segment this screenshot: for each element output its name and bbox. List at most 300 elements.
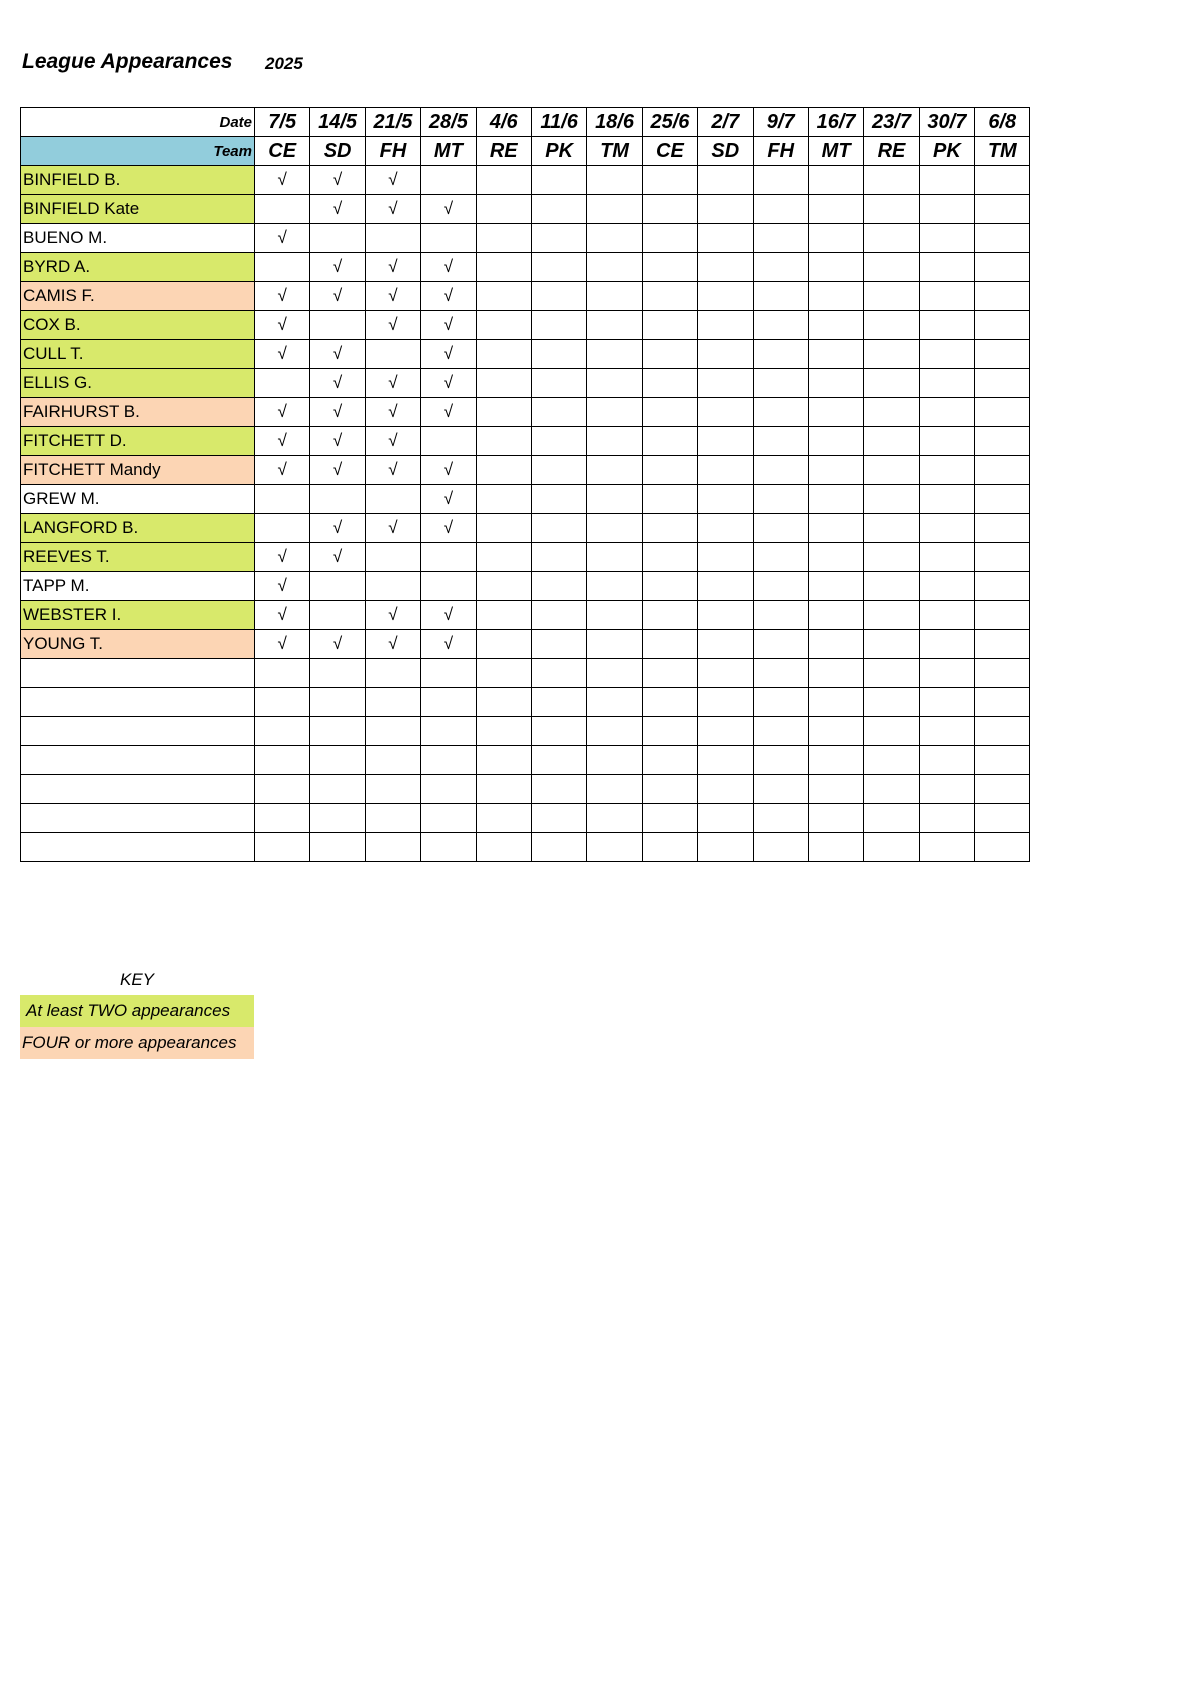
appearance-cell	[587, 340, 642, 369]
appearance-cell	[753, 224, 808, 253]
player-name: CULL T.	[21, 340, 255, 369]
appearance-cell: √	[310, 398, 365, 427]
appearance-cell	[310, 746, 365, 775]
appearance-cell	[864, 630, 919, 659]
appearance-cell	[864, 543, 919, 572]
appearance-cell	[698, 340, 753, 369]
appearance-cell	[531, 630, 586, 659]
appearance-cell	[975, 804, 1030, 833]
appearance-cell	[642, 398, 697, 427]
appearance-cell	[975, 369, 1030, 398]
appearance-cell	[698, 224, 753, 253]
appearance-cell	[476, 253, 531, 282]
appearance-cell	[476, 166, 531, 195]
appearance-cell	[753, 195, 808, 224]
appearance-cell	[642, 166, 697, 195]
appearance-cell	[919, 282, 974, 311]
page-title: League Appearances	[22, 50, 233, 73]
appearance-cell	[421, 775, 476, 804]
appearance-cell	[531, 485, 586, 514]
appearance-cell	[255, 253, 310, 282]
appearance-cell	[587, 514, 642, 543]
appearance-cell	[421, 224, 476, 253]
appearance-cell	[864, 775, 919, 804]
appearance-cell	[698, 311, 753, 340]
appearance-cell	[753, 659, 808, 688]
appearance-cell	[975, 746, 1030, 775]
appearance-cell	[975, 282, 1030, 311]
appearance-cell	[919, 166, 974, 195]
team-header-cell: SD	[310, 137, 365, 166]
table-row	[21, 398, 1030, 427]
appearance-cell	[919, 427, 974, 456]
appearance-cell	[698, 195, 753, 224]
appearance-cell	[365, 224, 420, 253]
appearance-cell	[919, 630, 974, 659]
appearance-cell	[531, 427, 586, 456]
appearance-cell	[919, 514, 974, 543]
team-header-cell: RE	[864, 137, 919, 166]
appearance-cell	[587, 311, 642, 340]
appearance-cell	[753, 456, 808, 485]
team-header-cell: FH	[753, 137, 808, 166]
appearance-cell	[476, 775, 531, 804]
key-two-appearances: At least TWO appearances	[20, 995, 254, 1027]
appearance-cell	[421, 688, 476, 717]
appearance-cell	[531, 833, 586, 862]
appearance-cell: √	[421, 369, 476, 398]
player-name	[21, 746, 255, 775]
appearance-cell	[587, 456, 642, 485]
appearance-cell	[642, 282, 697, 311]
appearance-cell: √	[365, 253, 420, 282]
appearance-cell	[255, 195, 310, 224]
appearance-cell	[476, 195, 531, 224]
appearance-cell	[587, 195, 642, 224]
appearance-cell: √	[421, 630, 476, 659]
appearance-cell	[808, 543, 863, 572]
appearance-cell: √	[365, 166, 420, 195]
appearance-cell: √	[421, 514, 476, 543]
appearance-cell	[808, 572, 863, 601]
appearance-cell	[753, 253, 808, 282]
table-row	[21, 804, 1030, 833]
appearance-cell	[698, 398, 753, 427]
appearance-cell	[531, 253, 586, 282]
appearance-cell	[531, 195, 586, 224]
appearance-cell	[476, 543, 531, 572]
table-row	[21, 746, 1030, 775]
appearance-cell	[753, 746, 808, 775]
appearance-cell	[698, 572, 753, 601]
appearance-cell: √	[365, 630, 420, 659]
appearance-cell	[587, 833, 642, 862]
appearance-cell	[753, 543, 808, 572]
table-row	[21, 688, 1030, 717]
appearance-cell	[310, 311, 365, 340]
appearance-cell	[476, 572, 531, 601]
appearance-cell	[531, 659, 586, 688]
appearance-cell	[642, 775, 697, 804]
appearance-cell	[421, 659, 476, 688]
appearance-cell	[642, 311, 697, 340]
appearance-cell	[642, 717, 697, 746]
appearance-cell	[919, 398, 974, 427]
appearance-cell	[587, 601, 642, 630]
appearance-cell	[753, 833, 808, 862]
appearance-cell	[753, 630, 808, 659]
player-name: BUENO M.	[21, 224, 255, 253]
table-row	[21, 340, 1030, 369]
appearance-cell	[365, 833, 420, 862]
appearance-cell	[587, 369, 642, 398]
appearance-cell	[255, 514, 310, 543]
appearance-cell	[919, 543, 974, 572]
table-row	[21, 224, 1030, 253]
appearance-cell	[421, 746, 476, 775]
appearance-cell	[531, 369, 586, 398]
appearance-cell	[808, 311, 863, 340]
appearance-cell: √	[365, 282, 420, 311]
appearance-cell	[587, 253, 642, 282]
appearance-cell	[698, 456, 753, 485]
appearance-cell	[476, 746, 531, 775]
appearance-cell: √	[255, 166, 310, 195]
team-header-cell: TM	[975, 137, 1030, 166]
appearance-cell	[365, 717, 420, 746]
appearance-cell	[310, 224, 365, 253]
appearance-cell	[365, 340, 420, 369]
appearance-cell: √	[310, 456, 365, 485]
appearance-cell	[919, 485, 974, 514]
appearance-cell	[587, 224, 642, 253]
appearance-cell	[421, 804, 476, 833]
table-row	[21, 514, 1030, 543]
appearance-cell	[476, 456, 531, 485]
appearance-cell	[531, 688, 586, 717]
date-header-cell: 7/5	[255, 108, 310, 137]
appearance-cell	[531, 746, 586, 775]
player-name	[21, 775, 255, 804]
season-year: 2025	[265, 54, 303, 73]
appearance-cell	[753, 514, 808, 543]
appearance-cell	[476, 369, 531, 398]
appearance-cell: √	[255, 311, 310, 340]
appearance-cell: √	[365, 427, 420, 456]
appearance-cell	[476, 717, 531, 746]
table-row	[21, 427, 1030, 456]
appearance-cell: √	[365, 195, 420, 224]
appearance-cell	[864, 456, 919, 485]
appearance-cell	[531, 311, 586, 340]
appearance-cell: √	[421, 398, 476, 427]
appearance-cell	[587, 572, 642, 601]
appearance-cell: √	[365, 456, 420, 485]
appearance-cell	[975, 833, 1030, 862]
appearance-cell	[975, 427, 1030, 456]
appearance-cell: √	[310, 630, 365, 659]
player-name: COX B.	[21, 311, 255, 340]
appearance-cell	[476, 427, 531, 456]
player-name	[21, 804, 255, 833]
appearance-cell	[808, 659, 863, 688]
appearance-cell	[310, 659, 365, 688]
appearance-cell	[698, 717, 753, 746]
appearance-cell	[808, 717, 863, 746]
appearance-cell: √	[310, 195, 365, 224]
team-header-cell: MT	[808, 137, 863, 166]
appearance-cell	[255, 833, 310, 862]
player-name: FITCHETT D.	[21, 427, 255, 456]
appearance-cell: √	[421, 485, 476, 514]
appearance-cell	[587, 746, 642, 775]
appearance-cell	[919, 253, 974, 282]
appearance-cell	[698, 804, 753, 833]
appearance-cell	[310, 717, 365, 746]
appearance-cell	[531, 398, 586, 427]
appearance-cell	[642, 485, 697, 514]
appearance-cell	[864, 340, 919, 369]
table-row	[21, 311, 1030, 340]
appearance-cell: √	[255, 630, 310, 659]
appearance-cell	[808, 253, 863, 282]
appearance-cell	[808, 369, 863, 398]
appearance-cell: √	[421, 601, 476, 630]
player-name: TAPP M.	[21, 572, 255, 601]
appearance-cell	[421, 833, 476, 862]
appearance-cell: √	[255, 601, 310, 630]
appearance-cell	[975, 514, 1030, 543]
appearance-cell	[975, 166, 1030, 195]
date-header-cell: 11/6	[531, 108, 586, 137]
appearance-cell	[975, 485, 1030, 514]
appearance-cell: √	[365, 369, 420, 398]
appearances-table	[20, 107, 1030, 862]
appearance-cell	[975, 630, 1030, 659]
appearance-cell	[864, 804, 919, 833]
appearance-cell	[753, 485, 808, 514]
appearance-cell	[864, 659, 919, 688]
appearance-cell	[753, 427, 808, 456]
appearance-cell	[864, 833, 919, 862]
appearance-cell	[919, 369, 974, 398]
appearance-cell	[864, 398, 919, 427]
appearance-cell	[698, 514, 753, 543]
table-row	[21, 630, 1030, 659]
appearance-cell: √	[255, 456, 310, 485]
appearance-cell	[587, 398, 642, 427]
appearance-cell: √	[421, 195, 476, 224]
appearance-cell: √	[310, 543, 365, 572]
appearance-cell	[753, 311, 808, 340]
appearance-cell	[975, 224, 1030, 253]
appearance-cell: √	[365, 514, 420, 543]
appearance-cell: √	[365, 398, 420, 427]
appearance-cell	[587, 688, 642, 717]
appearance-cell	[808, 195, 863, 224]
appearance-cell	[808, 340, 863, 369]
table-row	[21, 485, 1030, 514]
appearance-cell	[975, 195, 1030, 224]
appearance-cell	[531, 572, 586, 601]
team-label: Team	[21, 137, 255, 166]
appearance-cell	[808, 456, 863, 485]
appearance-cell	[421, 717, 476, 746]
appearance-cell	[864, 572, 919, 601]
player-name	[21, 717, 255, 746]
appearance-cell	[975, 398, 1030, 427]
appearance-cell	[476, 485, 531, 514]
appearance-cell	[698, 166, 753, 195]
appearance-cell	[476, 282, 531, 311]
appearance-cell	[864, 195, 919, 224]
appearance-cell	[531, 601, 586, 630]
key-legend	[20, 965, 254, 1059]
appearance-cell	[310, 485, 365, 514]
appearance-cell	[365, 572, 420, 601]
appearance-cell	[864, 427, 919, 456]
appearance-cell	[864, 601, 919, 630]
date-header-cell: 2/7	[698, 108, 753, 137]
appearance-cell	[919, 601, 974, 630]
appearance-cell	[753, 775, 808, 804]
appearance-cell	[587, 659, 642, 688]
appearance-cell: √	[310, 253, 365, 282]
appearance-cell	[698, 543, 753, 572]
appearance-cell	[255, 485, 310, 514]
appearance-cell: √	[421, 282, 476, 311]
appearance-cell	[975, 253, 1030, 282]
appearance-cell	[808, 514, 863, 543]
appearance-cell	[476, 514, 531, 543]
appearance-cell	[642, 224, 697, 253]
appearance-cell	[975, 688, 1030, 717]
appearance-cell	[531, 340, 586, 369]
appearance-cell: √	[255, 543, 310, 572]
appearance-cell	[919, 833, 974, 862]
appearance-cell: √	[310, 282, 365, 311]
table-row	[21, 282, 1030, 311]
table-row	[21, 601, 1030, 630]
appearance-cell	[864, 166, 919, 195]
appearance-cell	[864, 369, 919, 398]
appearance-cell: √	[255, 282, 310, 311]
player-name	[21, 833, 255, 862]
date-header-cell: 9/7	[753, 108, 808, 137]
appearance-cell	[753, 688, 808, 717]
appearance-cell	[919, 746, 974, 775]
appearance-cell	[919, 224, 974, 253]
appearance-cell	[587, 717, 642, 746]
appearance-cell	[421, 543, 476, 572]
appearance-cell	[698, 253, 753, 282]
appearance-cell	[808, 224, 863, 253]
appearance-cell	[476, 688, 531, 717]
appearance-cell	[587, 282, 642, 311]
appearance-cell	[975, 659, 1030, 688]
appearance-cell	[919, 311, 974, 340]
appearance-cell	[531, 543, 586, 572]
appearance-cell	[255, 804, 310, 833]
appearance-cell	[365, 659, 420, 688]
appearance-cell	[531, 717, 586, 746]
appearance-cell	[753, 340, 808, 369]
appearance-cell	[255, 775, 310, 804]
appearance-cell	[753, 398, 808, 427]
appearance-cell	[310, 833, 365, 862]
team-header-cell: PK	[531, 137, 586, 166]
appearance-cell	[975, 717, 1030, 746]
appearance-cell	[919, 195, 974, 224]
appearance-cell: √	[421, 340, 476, 369]
appearance-cell	[365, 746, 420, 775]
date-header-cell: 23/7	[864, 108, 919, 137]
player-name: BINFIELD Kate	[21, 195, 255, 224]
appearance-cell	[753, 166, 808, 195]
team-header-cell: FH	[365, 137, 420, 166]
appearance-cell	[808, 746, 863, 775]
appearance-cell	[310, 688, 365, 717]
appearance-cell	[975, 775, 1030, 804]
appearance-cell	[310, 601, 365, 630]
appearance-cell	[642, 427, 697, 456]
appearance-cell	[255, 717, 310, 746]
appearance-cell: √	[365, 601, 420, 630]
appearance-cell	[698, 630, 753, 659]
appearance-cell	[642, 601, 697, 630]
player-name: FITCHETT Mandy	[21, 456, 255, 485]
appearance-cell	[919, 340, 974, 369]
appearance-cell	[919, 572, 974, 601]
appearance-cell	[864, 485, 919, 514]
table-row	[21, 717, 1030, 746]
appearance-cell	[642, 659, 697, 688]
appearance-cell	[587, 775, 642, 804]
appearance-cell	[642, 195, 697, 224]
appearance-cell	[642, 514, 697, 543]
appearance-cell	[753, 282, 808, 311]
player-name: ELLIS G.	[21, 369, 255, 398]
appearance-cell	[310, 775, 365, 804]
appearance-cell	[365, 688, 420, 717]
appearance-cell: √	[421, 253, 476, 282]
appearance-cell	[864, 717, 919, 746]
appearance-cell: √	[255, 340, 310, 369]
team-header-cell: SD	[698, 137, 753, 166]
appearance-cell	[642, 833, 697, 862]
appearance-cell	[642, 253, 697, 282]
appearance-cell	[587, 543, 642, 572]
appearance-cell	[698, 601, 753, 630]
date-label: Date	[21, 108, 255, 137]
date-header-cell: 14/5	[310, 108, 365, 137]
date-header-cell: 21/5	[365, 108, 420, 137]
date-header-cell: 6/8	[975, 108, 1030, 137]
appearance-cell	[310, 572, 365, 601]
appearance-cell: √	[255, 572, 310, 601]
appearance-cell	[476, 804, 531, 833]
appearance-cell	[808, 485, 863, 514]
appearance-cell	[642, 804, 697, 833]
date-header-cell: 16/7	[808, 108, 863, 137]
appearance-cell	[365, 804, 420, 833]
table-row	[21, 253, 1030, 282]
appearance-cell	[531, 775, 586, 804]
date-header-cell: 28/5	[421, 108, 476, 137]
appearance-cell	[642, 456, 697, 485]
appearance-cell	[864, 224, 919, 253]
appearance-cell	[698, 659, 753, 688]
